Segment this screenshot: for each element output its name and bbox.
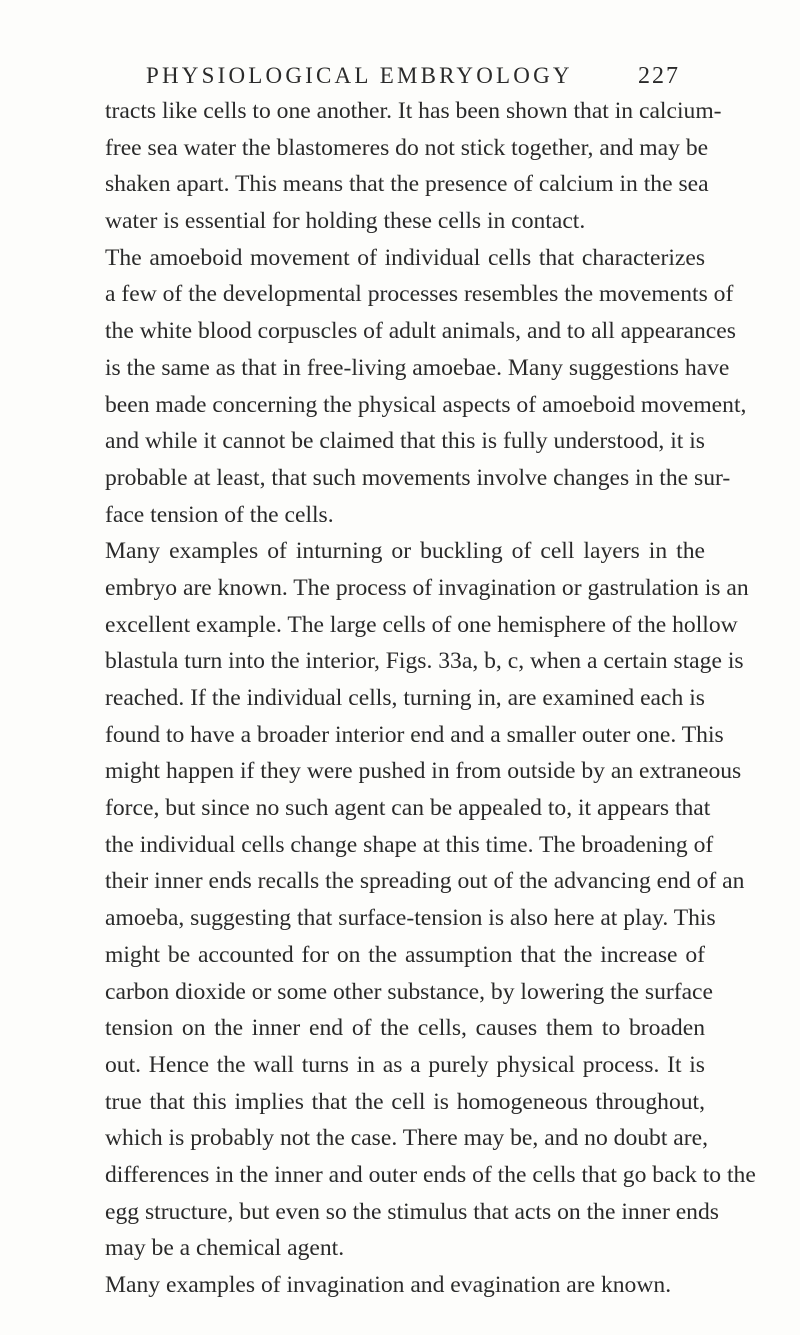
page-number: 227 <box>638 63 680 89</box>
text-line: Many examples of inturning or buckling of cell layers in the <box>105 538 705 565</box>
text-line: excellent example. The large cells of one hemisphere of the hollow <box>105 611 738 638</box>
text-line: Many examples of invagination and evagination are known. <box>105 1272 672 1298</box>
text-line: amoeba, suggesting that surface-tension is also here at play. This <box>105 905 716 932</box>
text-line: water is essential for holding these cells in contact. <box>105 208 586 235</box>
text-line: out. Hence the wall turns in as a purely physical process. It is <box>105 1051 705 1078</box>
text-line: a few of the developmental processes resembles the movements of <box>105 281 734 308</box>
text-line: may be a chemical agent. <box>105 1235 345 1262</box>
text-line: tension on the inner end of the cells, causes them to broaden <box>105 1015 705 1042</box>
text-line: and while it cannot be claimed that this is fully understood, it is <box>105 428 705 455</box>
text-line: blastula turn into the interior, Figs. 33a, b, c, when a certain stage is <box>105 648 744 675</box>
text-line: been made concerning the physical aspects of amoeboid movement, <box>105 391 747 418</box>
text-line: probable at least, that such movements involve changes in the sur- <box>105 464 731 491</box>
text-line: carbon dioxide or some other substance, by lowering the surface <box>105 978 713 1005</box>
text-line: face tension of the cells. <box>105 501 334 528</box>
text-line: which is probably not the case. There may be, and no doubt are, <box>105 1125 708 1152</box>
text-line: might be accounted for on the assumption that the increase of <box>105 941 705 968</box>
text-line: the white blood corpuscles of adult animals, and to all appearances <box>105 318 736 345</box>
text-line: embryo are known. The process of invagination or gastrulation is an <box>105 574 749 601</box>
text-line: the individual cells change shape at this time. The broadening of <box>105 831 714 858</box>
text-line: shaken apart. This means that the presence of calcium in the sea <box>105 171 709 198</box>
text-line: free sea water the blastomeres do not stick together, and may be <box>105 134 709 161</box>
body-text <box>105 93 756 1304</box>
text-line: their inner ends recalls the spreading out of the advancing end of an <box>105 868 745 895</box>
text-line: is the same as that in free-living amoebae. Many suggestions have <box>105 354 730 381</box>
text-line: might happen if they were pushed in from outside by an extraneous <box>105 758 742 785</box>
text-line: The amoeboid movement of individual cells that characterizes <box>105 244 705 271</box>
text-line: force, but since no such agent can be appealed to, it appears that <box>105 795 711 822</box>
text-line: egg structure, but even so the stimulus that acts on the inner ends <box>105 1198 719 1225</box>
text-line: found to have a broader interior end and a smaller outer one. This <box>105 721 724 748</box>
running-title: PHYSIOLOGICAL EMBRYOLOGY <box>146 63 573 88</box>
text-line: differences in the inner and outer ends of the cells that go back to the <box>105 1161 756 1188</box>
text-line: reached. If the individual cells, turning in, are examined each is <box>105 685 705 711</box>
text-line: tracts like cells to one another. It has been shown that in calcium- <box>105 98 722 124</box>
text-line: true that this implies that the cell is homogeneous throughout, <box>105 1088 705 1115</box>
